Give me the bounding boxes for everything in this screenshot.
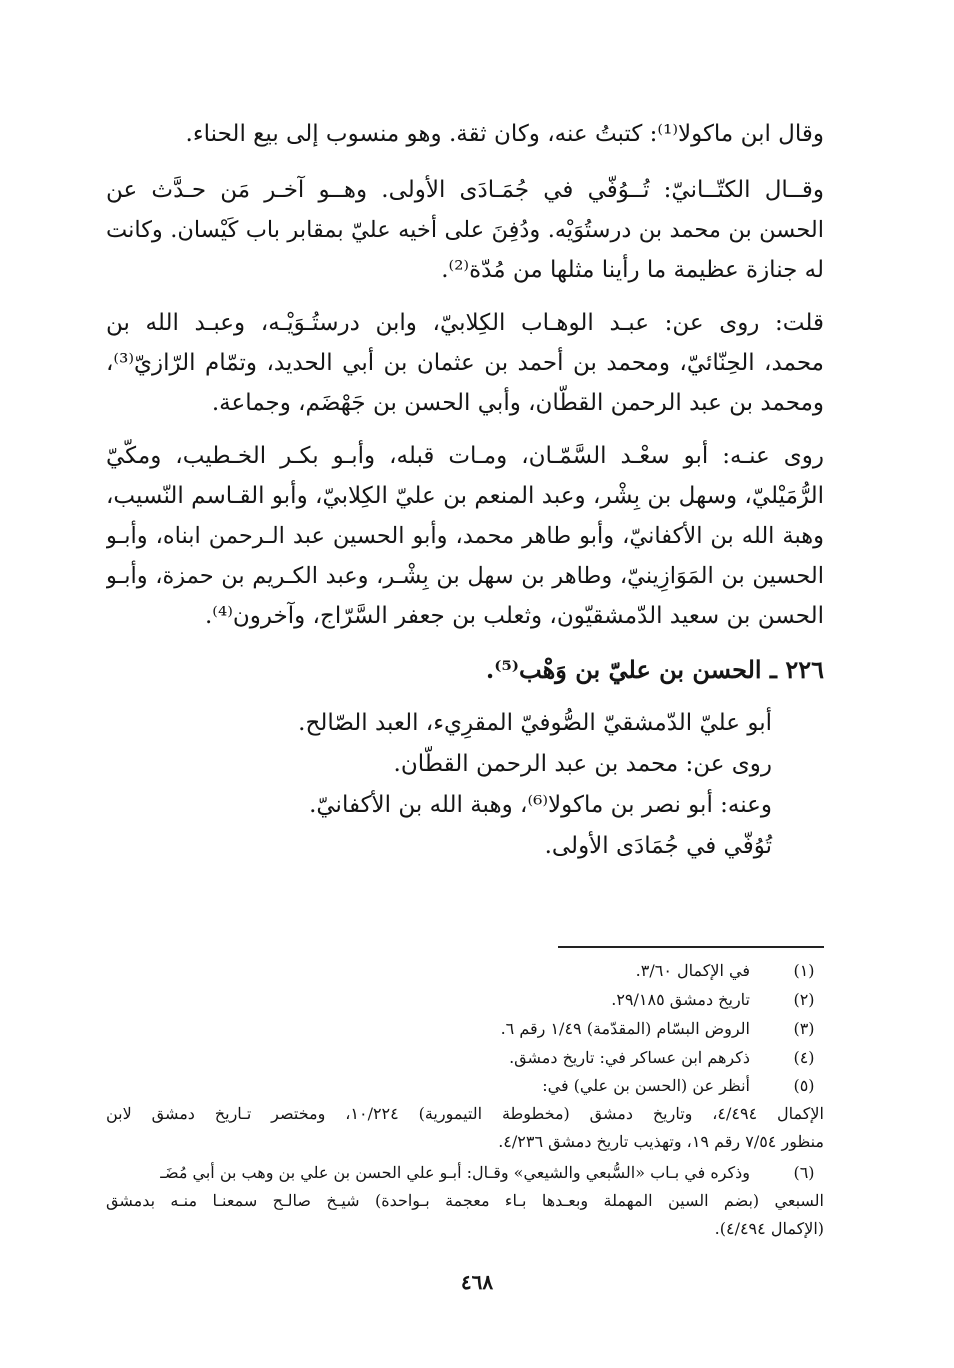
body-line: الحسن بن سعيد الدّمشقيّون، وثعلب بن جعفر السَّرّاج، وآخرون⁽⁴⁾. xyxy=(204,603,824,629)
footnote-continuation: منظور ٧/٥٤ رقم ١٩، وتهذيب تاريخ دمشق ٤/٢٣٦. xyxy=(498,1132,824,1151)
body-line: وقال ابن ماكولا⁽¹⁾: كتبتُ عنه، وكان ثقة. وهو منسوب إلى بيع الحناء. xyxy=(185,121,824,147)
footnote-number: (٣) xyxy=(793,1019,815,1038)
entry-line: وعنه: أبو نصر بن ماكولا⁽⁶⁾، وهبة الله بن الأكفانيّ. xyxy=(309,792,772,818)
entry-heading: ٢٢٦ ـ الحسن بن عليّ بن وَهْب⁽⁵⁾. xyxy=(485,655,824,684)
footnote xyxy=(106,987,824,1013)
body-line: محمد، الحِنّائيّ، ومحمد بن أحمد بن عثمان بن أبي الحديد، وتمّام الرّازيّ⁽³⁾، xyxy=(106,350,824,376)
page-number: ٤٦٨ xyxy=(460,1270,494,1294)
footnote-text: وذكره في بـاب «السُّبعي والشيعي» وقـال: أبـو علي الحسن بن علي بن وهب بن أبي مُضَـ xyxy=(160,1163,750,1182)
footnote xyxy=(106,1045,824,1071)
footnote-number: (٦) xyxy=(793,1163,815,1182)
entry-line: روى عن: محمد بن عبد الرحمن القطّان. xyxy=(393,751,772,777)
footnote xyxy=(106,1160,824,1186)
footnote-text: أنظر عن (الحسن بن علي) في: xyxy=(542,1076,750,1095)
body-line: قلت: روى عن: عبـد الوهـاب الكِلابيّ، وابن درستُـوَيْـه، وعبـد الله بن xyxy=(106,310,824,336)
footnote xyxy=(106,958,824,984)
body-line: وهبة الله بن الأكفانيّ، وأبو طاهر محمد، وأبو الحسين عبد الـرحمن ابناه، وأبـو xyxy=(106,523,824,549)
entry-line: أبو عليّ الدّمشقيّ الصُّوفيّ المقرِيء، العبد الصّالح. xyxy=(298,710,772,736)
footnote xyxy=(106,1073,824,1099)
footnote-number: (٤) xyxy=(793,1048,815,1067)
footnote-continuation: (الإكمال ٤/٤٩٤). xyxy=(714,1219,824,1238)
body-line: له جنازة عظيمة ما رأينا مثلها من مُدّة⁽²⁾. xyxy=(441,257,824,283)
body-line: الحسن بن محمد بن درستُوَيْه. ودُفِنَ على أخيه عليّ بمقابر باب كَيْسان. وكانت xyxy=(106,217,824,243)
footnote-text: في الإكمال ٣/٦٠. xyxy=(635,961,750,980)
footnote-separator xyxy=(558,946,824,948)
footnote xyxy=(106,1016,824,1042)
entry-line: تُوُفّي في جُمَادَى الأولى. xyxy=(544,833,772,859)
body-line: وقــال الكتّــانيّ: تُــوُفّي في جُمَـادَى الأولى. وهــو آخـر مَن حـدَّث عن xyxy=(106,177,824,203)
footnote-number: (٥) xyxy=(793,1076,815,1095)
body-line: الرُّمَيْليّ، وسهل بن بِشْر، وعبد المنعم بن عليّ الكِلابيّ، وأبو القـاسم النّسيب، xyxy=(106,483,824,509)
footnote-continuation: الإكمال ٤/٤٩٤، وتاريخ دمشق (مخطوطة التيمورية) ١٠/٢٢٤، ومختصر تـاريخ دمشق لابن xyxy=(106,1104,824,1123)
body-line: روى عنـه: أبو سعْـد السَّمّـان، ومـات قبله، وأبـو بكـر الخـطيب، ومكّيّ xyxy=(106,443,824,469)
footnote-continuation: السبعي (بضم السين المهملة وبعـدها بـاء معجمة بـواحدة) شيـخ صالـح سمعنـا منـه بدمشق xyxy=(106,1191,824,1210)
footnote-number: (٢) xyxy=(793,990,815,1009)
footnote-number: (١) xyxy=(793,961,815,980)
body-line: الحسين بن المَوَازِينيّ، وطاهر بن سهل بن بِشْـر، وعبد الكـريم بن حمزة، وأبـو xyxy=(106,563,824,589)
footnote-text: تاريخ دمشق ٢٩/١٨٥. xyxy=(611,990,750,1009)
body-line: ومحمد بن عبد الرحمن القطّان، وأبي الحسن بن جَهْضَم، وجماعة. xyxy=(211,390,824,416)
footnote-text: ذكرهم ابن عساكر في: تاريخ دمشق. xyxy=(509,1048,750,1067)
footnote-text: الروض البسّام (المقدّمة) ١/٤٩ رقم ٦. xyxy=(500,1019,750,1038)
